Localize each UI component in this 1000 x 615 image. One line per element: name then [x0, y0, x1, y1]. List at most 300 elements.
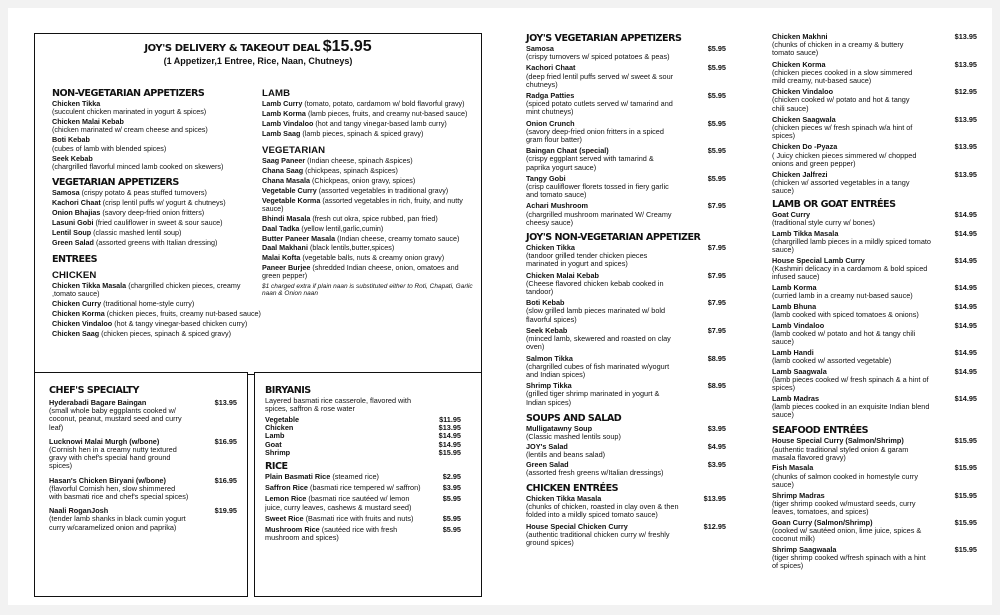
- item-desc: (succulent chicken marinated in yogurt & spices): [52, 107, 207, 117]
- nonveg-appetizers-heading: NON-VEGETARIAN APPETIZERS: [52, 88, 205, 99]
- item-name: Sweet Rice: [265, 513, 304, 523]
- item-price: $14.95: [954, 301, 977, 311]
- menu-item: [526, 147, 726, 172]
- deal-title-text: JOY'S DELIVERY & TAKEOUT DEAL: [144, 43, 320, 54]
- joys-veg-appetizers-list: [526, 45, 726, 227]
- item-desc: (chunks of salmon cooked in homestyle curry sauce): [772, 471, 919, 489]
- menu-item: [772, 464, 977, 489]
- menu-item: [52, 282, 262, 299]
- menu-item: [772, 368, 977, 393]
- item-desc: (black lentils,butter,spices): [309, 243, 395, 253]
- item-price: $16.95: [214, 436, 237, 446]
- item-name: Chicken Tikka: [52, 99, 101, 108]
- item-name: Lucknowi Malai Murgh (w/bone): [49, 436, 160, 446]
- menu-item: [262, 187, 474, 195]
- item-name: Shrimp: [265, 447, 291, 457]
- item-price: $13.95: [703, 493, 726, 503]
- item-price: $14.95: [954, 393, 977, 403]
- item-desc: (flavorful Cornish hen, slow shimmered with basmati rice and chef's special spices): [49, 483, 189, 502]
- item-price: $13.95: [214, 398, 237, 407]
- item-name: Lamb Korma: [262, 108, 306, 118]
- item-price: $4.95: [707, 441, 726, 451]
- item-desc: (tiger shrimp cooked w/fresh spinach with a hint of spices): [772, 552, 926, 571]
- item-name: Lamb Vindaloo: [262, 118, 314, 128]
- soups-list: [526, 425, 726, 477]
- item-desc: (basmati rice sautéed w/ lemon juice, curry leaves, cashews & mustard seed): [265, 494, 412, 512]
- item-desc: (chicken pieces, spinach & spiced gravy): [101, 328, 231, 338]
- menu-item: [526, 45, 726, 61]
- item-name: Fish Masala: [772, 463, 814, 473]
- item-name: Chicken Tikka: [526, 243, 575, 253]
- menu-item: [262, 130, 474, 138]
- biryani-list: [265, 416, 469, 457]
- item-name: Lamb Korma: [772, 282, 817, 292]
- item-price: $13.95: [954, 59, 977, 69]
- vegetarian-heading: VEGETARIAN: [262, 144, 326, 156]
- item-name: House Special Chicken Curry: [526, 521, 628, 531]
- item-name: Naali RoganJosh: [49, 506, 109, 516]
- menu-item: [52, 310, 262, 318]
- item-price: $13.95: [954, 170, 977, 180]
- item-name: Chana Saag: [262, 165, 304, 175]
- biryani-box: [254, 372, 482, 597]
- item-desc: (chunks of chicken, roasted in clay oven & then folded into a mildly spiced tomato sauce): [526, 502, 679, 520]
- item-name: Kachori Chaat: [526, 63, 576, 73]
- item-price: $7.95: [707, 325, 726, 335]
- item-desc: (chargrilled cubes of fish marinated w/yogurt and Indian spices): [526, 361, 670, 379]
- deal-price: $15.95: [322, 38, 372, 55]
- item-price: $5.95: [442, 494, 461, 504]
- soups-heading: SOUPS AND SALAD: [526, 412, 622, 424]
- chefs-list: [49, 399, 237, 532]
- item-desc: (chargrilled mushroom marinated W/ Creamy cheesy sauce): [526, 209, 672, 227]
- item-name: House Special Lamb Curry: [772, 255, 865, 265]
- item-desc: (crispy turnovers w/ spiced potatoes & peas): [526, 52, 670, 62]
- menu-item: [772, 395, 977, 420]
- item-name: Daal Makhani: [262, 243, 308, 253]
- item-desc: (chicken w/ assorted vegetables in a tangy sauce): [772, 178, 910, 196]
- menu-item: [526, 92, 726, 117]
- menu-item: [262, 110, 474, 118]
- joys-nonveg-appetizer-heading: JOY'S NON-VEGETARIAN APPETIZER: [526, 232, 701, 244]
- menu-item: [526, 120, 726, 145]
- item-desc: (chicken pieces, fruits, creamy nut-based sauce): [106, 308, 261, 318]
- item-desc: (lamb pieces cooked w/ fresh spinach & a hint of spices): [772, 374, 929, 393]
- menu-item: [526, 495, 726, 520]
- veg-appetizers-list: [52, 189, 262, 247]
- item-desc: (assorted vegetables in rich, fruity, and nutty sauce): [262, 195, 463, 213]
- item-name: Chana Masala: [262, 175, 310, 185]
- item-desc: (authentic traditional chicken curry w/ freshly ground spices): [526, 529, 670, 547]
- item-price: $16.95: [214, 475, 237, 485]
- item-name: Chicken Vindaloo: [772, 87, 834, 97]
- item-desc: (lamb pieces, spinach & spiced gravy): [302, 128, 424, 138]
- item-name: Chicken Jalfrezi: [772, 170, 828, 180]
- menu-item: [262, 177, 474, 185]
- item-price: $14.95: [954, 209, 977, 219]
- item-price: $5.95: [707, 44, 726, 53]
- item-desc: (Kashmiri delicacy in a cardamom & bold spiced infused sauce): [772, 263, 928, 282]
- menu-item: [772, 211, 977, 227]
- menu-item: [262, 100, 474, 108]
- biryani-row: [265, 424, 461, 432]
- menu-item: [526, 175, 726, 200]
- item-price: $15.95: [954, 490, 977, 500]
- item-desc: (tender lamb shanks in black cumin yogurt curry w/caramelized onion and paprika): [49, 514, 186, 532]
- item-desc: (lamb cooked w/ potato and hot & tangy chili sauce): [772, 328, 916, 346]
- item-name: Green Salad: [52, 237, 94, 247]
- deal-left-column: [52, 82, 262, 340]
- menu-item: [526, 461, 726, 477]
- menu-item: [52, 229, 262, 237]
- item-price: $7.95: [707, 243, 726, 253]
- item-price: $5.95: [442, 525, 461, 535]
- rice-item: [265, 515, 461, 523]
- item-desc: (yellow lentil,garlic,cumin): [301, 223, 384, 233]
- menu-item: [772, 519, 977, 544]
- joys-veg-appetizers-heading: JOY'S VEGETARIAN APPETIZERS: [526, 33, 682, 44]
- item-name: Baingan Chaat (special): [526, 146, 609, 156]
- right-page-column-b: [772, 33, 977, 573]
- menu-item: [49, 438, 237, 471]
- item-name: Saag Paneer: [262, 155, 306, 165]
- item-desc: (Classic mashed lentils soup): [526, 431, 621, 441]
- item-name: Lentil Soup: [52, 227, 92, 237]
- item-name: Lamb Handi: [772, 347, 814, 357]
- chicken-list: [52, 282, 262, 338]
- menu-item: [772, 546, 977, 571]
- item-name: House Special Curry (Salmon/Shrimp): [772, 436, 904, 446]
- rice-text: [265, 473, 425, 481]
- item-name: Goan Curry (Salmon/Shrimp): [772, 517, 873, 527]
- item-desc: (vegetable balls, nuts & creamy onion gravy): [302, 253, 445, 263]
- item-desc: (assorted greens with Italian dressing): [95, 237, 218, 247]
- right-page-column-a: [526, 33, 726, 550]
- menu-item: [52, 100, 262, 117]
- item-desc: (traditional style curry w/ bones): [772, 217, 876, 227]
- menu-item: [772, 349, 977, 365]
- item-desc: (crisp lentil puffs w/ yogurt & chutneys): [102, 198, 226, 208]
- item-name: Chicken Vindaloo: [52, 318, 113, 328]
- item-desc: (savory deep-fried onion fritters in a spiced gram flour batter): [526, 126, 664, 145]
- menu-item: [526, 272, 726, 297]
- item-desc: (hot and tangy vinegar-based lamb curry): [315, 118, 447, 128]
- item-desc: (lamb pieces, fruits, and creamy nut-based sauce): [307, 108, 468, 118]
- item-desc: (crispy potato & peas stuffed turnovers): [81, 188, 207, 198]
- item-desc: (small whole baby eggplants cooked w/ coconut, peanut, mustard seed and curry leaf): [49, 406, 182, 432]
- item-desc: (minced lamb, skewered and roasted on clay oven): [526, 334, 671, 352]
- item-name: Chicken Korma: [772, 59, 826, 69]
- item-name: Radga Patties: [526, 91, 575, 101]
- item-name: Onion Crunch: [526, 118, 575, 128]
- item-desc: (assorted vegetables in traditional gravy): [318, 185, 449, 195]
- item-name: Butter Paneer Masala: [262, 233, 336, 243]
- item-name: Lamb Madras: [772, 393, 820, 403]
- item-desc: (fried cauliflower in sweet & sour sauce): [95, 217, 223, 227]
- item-desc: (fresh cut okra, spice rubbed, pan fried): [312, 213, 438, 223]
- seafood-heading: SEAFOOD ENTRÉES: [772, 425, 869, 437]
- item-name: Goat Curry: [772, 209, 811, 219]
- menu-item: [52, 219, 262, 227]
- item-name: Chicken Do -Pyaza: [772, 142, 838, 152]
- item-desc: (lamb pieces cooked in an exquisite Indian blend sauce): [772, 401, 930, 420]
- menu-item: [262, 215, 474, 223]
- item-price: $15.95: [438, 447, 461, 457]
- item-name: Hasan's Chicken Biryani (w/bone): [49, 475, 166, 485]
- item-name: Vegetable Curry: [262, 185, 317, 195]
- menu-item: [262, 197, 474, 214]
- item-desc: (savory deep-fried onion fritters): [102, 207, 205, 217]
- item-desc: (traditional home-style curry): [103, 299, 195, 309]
- item-name: Achari Mushroom: [526, 201, 589, 211]
- item-desc: (chicken marinated w/ cream cheese and spices): [52, 125, 208, 135]
- item-price: $3.95: [442, 483, 461, 493]
- menu-item: [262, 120, 474, 128]
- deal-subtitle: (1 Appetizer,1 Entree, Rice, Naan, Chutneys): [163, 56, 353, 66]
- item-desc: (tiger shrimp cooked w/mustard seeds, curry leaves, tomatoes, and spices): [772, 498, 916, 516]
- rice-heading: RICE: [265, 461, 288, 473]
- biryani-row: [265, 449, 461, 457]
- menu-item: [772, 492, 977, 517]
- rice-text: [265, 515, 425, 523]
- item-name: Shrimp Saagwaala: [772, 544, 837, 554]
- item-name: Lamb Saag: [262, 128, 301, 138]
- deal-right-column: [262, 85, 474, 298]
- item-name: Boti Kebab: [526, 298, 565, 308]
- item-desc: (grilled tiger shrimp marinated in yogurt & Indian spices): [526, 389, 660, 407]
- menu-sheet: [8, 8, 992, 605]
- lamb-goat-list: [772, 211, 977, 420]
- item-price: $14.95: [954, 347, 977, 357]
- menu-item: [772, 437, 977, 462]
- menu-item: [52, 118, 262, 135]
- menu-item: [262, 167, 474, 175]
- item-name: Chicken Korma: [52, 308, 105, 318]
- item-desc: (crisp cauliflower florets tossed in fiery garlic and tomato sauce): [526, 182, 669, 200]
- item-price: $8.95: [707, 353, 726, 363]
- item-price: $13.95: [438, 423, 461, 433]
- menu-item: [49, 399, 237, 432]
- menu-item: [526, 443, 726, 459]
- item-name: Plain Basmati Rice: [265, 472, 331, 482]
- item-desc: (spiced potato cutlets served w/ tamarind and mint chutneys): [526, 99, 673, 117]
- item-name: Boti Kebab: [52, 135, 90, 145]
- item-desc: (sautéed rice with fresh mushroom and spices): [265, 525, 398, 543]
- item-name: Samosa: [526, 44, 554, 53]
- menu-item: [526, 523, 726, 548]
- menu-item: [772, 230, 977, 255]
- item-price: $13.95: [954, 142, 977, 152]
- item-name: Daal Tadka: [262, 223, 300, 233]
- chicken-entrees-heading: CHICKEN ENTRÉES: [526, 482, 619, 494]
- item-name: Chicken Tikka Masala: [526, 493, 602, 503]
- menu-item: [772, 33, 977, 58]
- item-price: $8.95: [707, 381, 726, 391]
- menu-item: [772, 322, 977, 347]
- item-name: Lamb Saagwala: [772, 366, 827, 376]
- biryani-row: [265, 441, 461, 449]
- item-name: Mushroom Rice: [265, 525, 320, 535]
- item-desc: (Chickpeas, onion gravy, spices): [311, 175, 416, 185]
- item-name: Onion Bhajias: [52, 207, 101, 217]
- menu-item: [772, 284, 977, 300]
- deal-title: [35, 38, 481, 56]
- item-desc: (tomato, potato, cardamom w/ bold flavorful gravy): [304, 99, 465, 108]
- menu-item: [526, 299, 726, 324]
- menu-item: [49, 507, 237, 532]
- item-name: Hyderabadi Bagare Baingan: [49, 398, 147, 407]
- menu-item: [526, 244, 726, 269]
- item-price: $19.95: [214, 506, 237, 516]
- item-name: Lamb Vindaloo: [772, 320, 825, 330]
- rice-text: [265, 526, 425, 542]
- menu-item: [262, 264, 474, 281]
- item-desc: (deep fried lentil puffs served w/ sweet & sour chutneys): [526, 71, 674, 89]
- item-price: $5.95: [707, 63, 726, 73]
- menu-item: [262, 244, 474, 252]
- item-price: $15.95: [954, 436, 977, 446]
- item-price: $13.95: [954, 32, 977, 41]
- menu-item: [772, 257, 977, 282]
- menu-item: [262, 157, 474, 165]
- item-desc: (steamed rice): [332, 472, 379, 482]
- item-desc: (chunks of chicken in a creamy & buttery tomato sauce): [772, 40, 904, 58]
- item-name: Shrimp Tikka: [526, 381, 572, 391]
- item-name: Lamb Bhuna: [772, 301, 817, 311]
- item-name: JOY's Salad: [526, 441, 568, 451]
- item-desc: (basmati rice tempered w/ saffron): [310, 483, 421, 493]
- item-desc: (chargrilled lamb pieces in a mildly spiced tomato sauce): [772, 236, 931, 254]
- item-desc: (chargrilled chicken pieces, creamy ,tomato sauce): [52, 280, 241, 299]
- item-desc: ( Juicy chicken pieces simmered w/ chopped onions and green pepper): [772, 150, 917, 168]
- item-name: Chicken Makhni: [772, 32, 828, 41]
- item-desc: (tandoor grilled tender chicken pieces marinated in yogurt and spices): [526, 251, 648, 269]
- biryani-row: [265, 432, 461, 440]
- biryanis-heading: BIRYANIS: [265, 385, 311, 396]
- item-name: Goat: [265, 439, 282, 449]
- menu-item: [772, 116, 977, 141]
- item-price: $13.95: [954, 114, 977, 124]
- menu-item: [262, 235, 474, 243]
- item-name: Chicken Malai Kebab: [52, 117, 124, 127]
- menu-item: [772, 61, 977, 86]
- biryanis-desc: Layered basmati rice casserole, flavored with spices, saffron & rose water: [265, 396, 412, 414]
- menu-item: [526, 355, 726, 380]
- chicken-entrees-list: [526, 495, 726, 547]
- item-name: Chicken Curry: [52, 299, 102, 309]
- item-price: $5.95: [707, 146, 726, 156]
- item-desc: (Cornish hen in a creamy nutty textured gravy with chef's special hand ground spices): [49, 445, 177, 471]
- veg-appetizers-heading: VEGETARIAN APPETIZERS: [52, 177, 179, 189]
- item-desc: (chicken pieces w/ fresh spinach w/a hint of spices): [772, 123, 913, 141]
- naan-note: $1 charged extra if plain naan is substituted either to Roti, Chapati, Garlic naan & Onion naan: [262, 282, 473, 298]
- item-desc: (hot & tangy vinegar-based chicken curry): [114, 318, 248, 328]
- item-desc: (classic mashed lentil soup): [93, 227, 182, 237]
- menu-item: [526, 327, 726, 352]
- item-desc: (Basmati rice with fruits and nuts): [305, 513, 414, 523]
- item-price: $12.95: [703, 521, 726, 531]
- item-name: Shrimp Madras: [772, 490, 825, 500]
- entrees-heading: ENTREES: [52, 253, 98, 265]
- item-name: Lamb Curry: [262, 99, 303, 108]
- item-price: $7.95: [707, 298, 726, 308]
- item-price: $7.95: [707, 270, 726, 280]
- item-price: $15.95: [954, 463, 977, 473]
- item-price: $12.95: [954, 87, 977, 97]
- menu-item: [52, 330, 262, 338]
- chefs-box: [34, 372, 248, 597]
- menu-item: [262, 254, 474, 262]
- menu-item: [52, 199, 262, 207]
- rice-text: [265, 484, 425, 492]
- vegetarian-list: [262, 157, 474, 281]
- item-name: Salmon Tikka: [526, 353, 573, 363]
- menu-item: [52, 239, 262, 247]
- item-name: Malai Kofta: [262, 253, 301, 263]
- chicken-heading: CHICKEN: [52, 269, 97, 281]
- rice-item: [265, 526, 461, 542]
- item-desc: (chicken cooked w/ potato and hot & tangy chili sauce): [772, 95, 910, 113]
- nonveg-appetizers-list: [52, 100, 262, 171]
- menu-item: [526, 202, 726, 227]
- biryani-row: [265, 416, 461, 424]
- item-desc: (Indian cheese, spinach &spices): [307, 155, 413, 165]
- item-price: $11.95: [439, 415, 461, 424]
- chicken-entrees-cont-list: [772, 33, 977, 196]
- item-price: $3.95: [707, 459, 726, 469]
- menu-item: [772, 171, 977, 196]
- lamb-goat-heading: LAMB OR GOAT ENTRÉES: [772, 198, 896, 210]
- item-desc: (shredded Indian cheese, onion, omatoes and green pepper): [262, 263, 459, 281]
- item-name: Chicken Tikka Masala: [52, 280, 127, 290]
- joys-nonveg-appetizer-list: [526, 244, 726, 407]
- item-name: Saffron Rice: [265, 483, 308, 493]
- menu-item: [526, 382, 726, 407]
- item-name: Chicken Malai Kebab: [526, 270, 599, 280]
- item-name: Paneer Burjee: [262, 263, 311, 273]
- item-price: $14.95: [954, 255, 977, 265]
- chefs-heading: CHEF'S SPECIALTY: [49, 385, 139, 396]
- item-name: Mulligatawny Soup: [526, 423, 593, 433]
- item-name: Lemon Rice: [265, 494, 307, 504]
- item-price: $5.95: [442, 513, 461, 523]
- item-name: Seek Kebab: [526, 325, 568, 335]
- item-name: Bhindi Masala: [262, 213, 311, 223]
- item-name: Tangy Gobi: [526, 173, 566, 183]
- item-name: Chicken Saag: [52, 328, 100, 338]
- item-price: $14.95: [438, 431, 461, 441]
- item-desc: (cubes of lamb with blended spices): [52, 143, 167, 153]
- item-price: $3.95: [707, 423, 726, 433]
- item-desc: (chickpeas, spinach &spices): [305, 165, 398, 175]
- rice-item: [265, 495, 461, 511]
- rice-item: [265, 484, 461, 492]
- item-price: $5.95: [707, 91, 726, 101]
- menu-item: [262, 225, 474, 233]
- item-desc: (chargrilled flavorful minced lamb cooked on skewers): [52, 161, 224, 171]
- menu-item: [526, 64, 726, 89]
- item-name: Lamb Tikka Masala: [772, 228, 839, 238]
- item-name: Chicken: [265, 423, 294, 433]
- menu-item: [772, 303, 977, 319]
- item-desc: (lamb cooked with spiced tomatoes & onions): [772, 309, 919, 319]
- menu-item: [49, 477, 237, 502]
- item-price: $14.95: [954, 320, 977, 330]
- item-price: $14.95: [954, 282, 977, 292]
- rice-text: [265, 495, 425, 511]
- item-price: $14.95: [438, 439, 461, 449]
- menu-item: [772, 88, 977, 113]
